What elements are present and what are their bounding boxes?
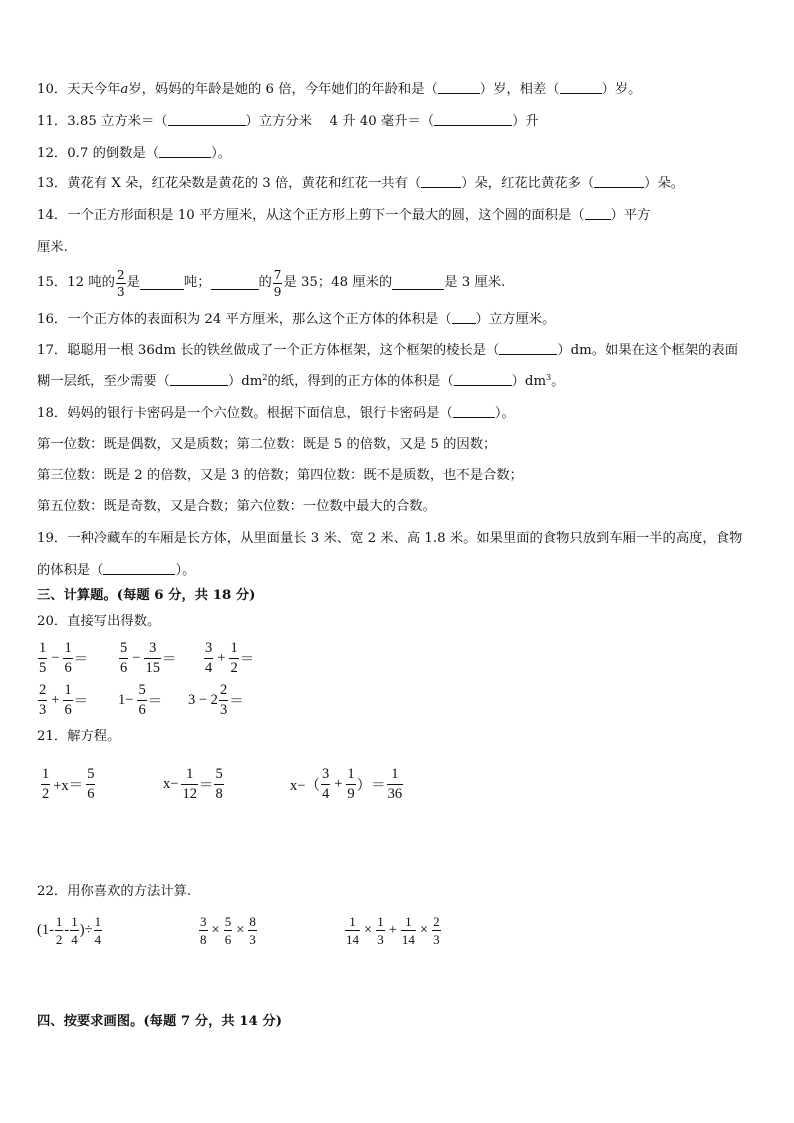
q22-expr-1: (1- $\frac{1}{2}$ - $\frac{1}{4}$ )÷ $\frac{1}{4}$ bbox=[37, 913, 102, 947]
fraction: $\frac{5}{6}$ bbox=[120, 640, 128, 676]
fraction: $\frac{5}{6}$ bbox=[138, 682, 146, 718]
question-11: 11．3.85 立方米＝（ ）立方分米 4 升 40 毫升＝（ ）升 bbox=[37, 114, 539, 129]
question-18: 18．妈妈的银行卡密码是一个六位数。根据下面信息，银行卡密码是（ ）。 bbox=[37, 406, 515, 421]
fraction: $\frac{1}{9}$ bbox=[347, 766, 355, 802]
answer-blank[interactable] bbox=[454, 372, 512, 386]
fraction: $\frac{1}{5}$ bbox=[39, 640, 47, 676]
fraction: $\frac{3}{8}$ bbox=[200, 913, 207, 947]
answer-blank[interactable] bbox=[168, 112, 246, 126]
fraction: $\frac{5}{6}$ bbox=[87, 766, 95, 802]
fraction: $\frac{1}{14}$ bbox=[401, 913, 415, 947]
q21-equation-2: x− $\frac{1}{12}$ ＝ $\frac{5}{8}$ bbox=[163, 766, 223, 802]
answer-blank[interactable] bbox=[421, 174, 461, 188]
fraction: $\frac{2}{3}$ bbox=[39, 682, 47, 718]
question-14-cont: 厘米. bbox=[37, 240, 68, 255]
question-18-clue-2: 第三位数：既是 2 的倍数，又是 3 的倍数；第四位数：既不是质数，也不是合数； bbox=[37, 468, 523, 483]
fraction: $\frac{8}{3}$ bbox=[249, 913, 256, 947]
question-12: 12．0.7 的倒数是（ ）。 bbox=[37, 146, 232, 161]
q20-expr-1: $\frac{1}{5}$ − $\frac{1}{6}$ ＝ bbox=[39, 640, 89, 676]
answer-blank[interactable] bbox=[452, 310, 476, 324]
answer-blank[interactable] bbox=[434, 112, 512, 126]
fraction: $\frac{1}{4}$ bbox=[71, 913, 78, 947]
q21-equation-1: $\frac{1}{2}$ +x＝ $\frac{5}{6}$ bbox=[42, 766, 95, 802]
fraction: $\frac{1}{6}$ bbox=[64, 640, 72, 676]
fraction: $\frac{3}{4}$ bbox=[321, 766, 330, 802]
fraction: $\frac{1}{6}$ bbox=[64, 682, 72, 718]
section-3-title: 三、计算题。(每题 6 分，共 18 分) bbox=[37, 588, 256, 603]
answer-blank[interactable] bbox=[140, 276, 184, 290]
q20-expr-3: $\frac{3}{4}$ + $\frac{1}{2}$ ＝ bbox=[205, 640, 255, 676]
question-10: 10．天天今年a岁，妈妈的年龄是她的 6 倍，今年她们的年龄和是（ ）岁，相差（ ）岁。 bbox=[37, 82, 642, 97]
question-14: 14．一个正方形面积是 10 平方厘米，从这个正方形上剪下一个最大的圆，这个圆的面积是（ ）平方 bbox=[37, 208, 651, 223]
fraction: $\frac{1}{12}$ bbox=[182, 766, 197, 802]
answer-blank[interactable] bbox=[453, 404, 495, 418]
fraction: $\frac{5}{6}$ bbox=[224, 913, 232, 947]
question-16: 16．一个正方体的表面积为 24 平方厘米，那么这个正方体的体积是（ ）立方厘米。 bbox=[37, 312, 556, 327]
q21-equation-3: x−（ $\frac{3}{4}$ + $\frac{1}{9}$ ）＝ $\frac{1}{36}$ bbox=[290, 766, 403, 802]
section-4-title: 四、按要求画图。(每题 7 分，共 14 分) bbox=[37, 1014, 283, 1029]
q20-expr-5: 1− $\frac{5}{6}$ ＝ bbox=[118, 682, 163, 718]
fraction: $\frac{3}{15}$ bbox=[145, 640, 160, 676]
fraction: $\frac{1}{2}$ bbox=[42, 766, 50, 802]
answer-blank[interactable] bbox=[585, 206, 611, 220]
q22-expr-2: $\frac{3}{8}$ × $\frac{5}{6}$ × $\frac{8}{3}$ bbox=[200, 913, 256, 947]
question-21-title: 21．解方程。 bbox=[37, 729, 121, 744]
q20-expr-2: $\frac{5}{6}$ − $\frac{3}{15}$ ＝ bbox=[120, 640, 177, 676]
answer-blank[interactable] bbox=[438, 80, 480, 94]
question-17-cont: 糊一层纸，至少需要（ ）$dm^2$的纸，得到的正方体的体积是（ ）$dm^3$。 bbox=[37, 373, 565, 389]
answer-blank[interactable] bbox=[170, 372, 228, 386]
question-18-clue-1: 第一位数：既是偶数，又是质数；第二位数：既是 5 的倍数，又是 5 的因数； bbox=[37, 437, 497, 452]
fraction: $\frac{1}{3}$ bbox=[377, 913, 384, 947]
question-20-title: 20．直接写出得数。 bbox=[37, 614, 161, 629]
fraction: $\frac{7}{9}$ bbox=[273, 267, 282, 299]
fraction: $\frac{1}{2}$ bbox=[55, 913, 63, 947]
answer-blank[interactable] bbox=[211, 276, 259, 290]
fraction: $\frac{2}{3}$ bbox=[219, 682, 228, 718]
answer-blank[interactable] bbox=[103, 561, 175, 575]
fraction: $\frac{2}{3}$ bbox=[116, 267, 125, 299]
question-19-cont: 的体积是（ ）。 bbox=[37, 563, 196, 578]
answer-blank[interactable] bbox=[560, 80, 602, 94]
answer-blank[interactable] bbox=[594, 174, 644, 188]
fraction: $\frac{1}{4}$ bbox=[94, 913, 102, 947]
q20-expr-4: $\frac{2}{3}$ + $\frac{1}{6}$ ＝ bbox=[39, 682, 89, 718]
q22-expr-3: $\frac{1}{14}$ × $\frac{1}{3}$ + $\frac{1}{14}$ × $\frac{2}{3}$ bbox=[346, 913, 440, 947]
question-22-title: 22．用你喜欢的方法计算. bbox=[37, 884, 192, 899]
answer-blank[interactable] bbox=[159, 144, 211, 158]
question-17: 17．聪聪用一根 36dm 长的铁丝做成了一个正方体框架，这个框架的棱长是（ ）dm。如果在这个框架的表面 bbox=[37, 343, 739, 358]
question-15: 15．12 吨的 $\frac{2}{3}$ 是 吨； 的 $\frac{7}{9}$ 是 35；48 厘米的 是 3 厘米. bbox=[37, 267, 506, 299]
fraction: $\frac{1}{36}$ bbox=[387, 766, 403, 802]
fraction: $\frac{1}{14}$ bbox=[346, 913, 359, 947]
fraction: $\frac{1}{2}$ bbox=[230, 640, 238, 676]
question-18-clue-3: 第五位数：既是奇数，又是合数；第六位数：一位数中最大的合数。 bbox=[37, 499, 436, 514]
q20-expr-6: 3 − 2 $\frac{2}{3}$ ＝ bbox=[188, 682, 244, 718]
fraction: $\frac{5}{8}$ bbox=[215, 766, 223, 802]
fraction: $\frac{2}{3}$ bbox=[433, 913, 440, 947]
answer-blank[interactable] bbox=[392, 276, 444, 290]
question-19: 19．一种冷藏车的车厢是长方体，从里面量长 3 米、宽 2 米、高 1.8 米。如果里面的食物只放到车厢一半的高度，食物 bbox=[37, 531, 743, 546]
question-13: 13．黄花有 X 朵，红花朵数是黄花的 3 倍，黄花和红花一共有（ ）朵，红花比黄花多（ ）朵。 bbox=[37, 176, 685, 191]
fraction: $\frac{3}{4}$ bbox=[205, 640, 213, 676]
answer-blank[interactable] bbox=[499, 341, 557, 355]
